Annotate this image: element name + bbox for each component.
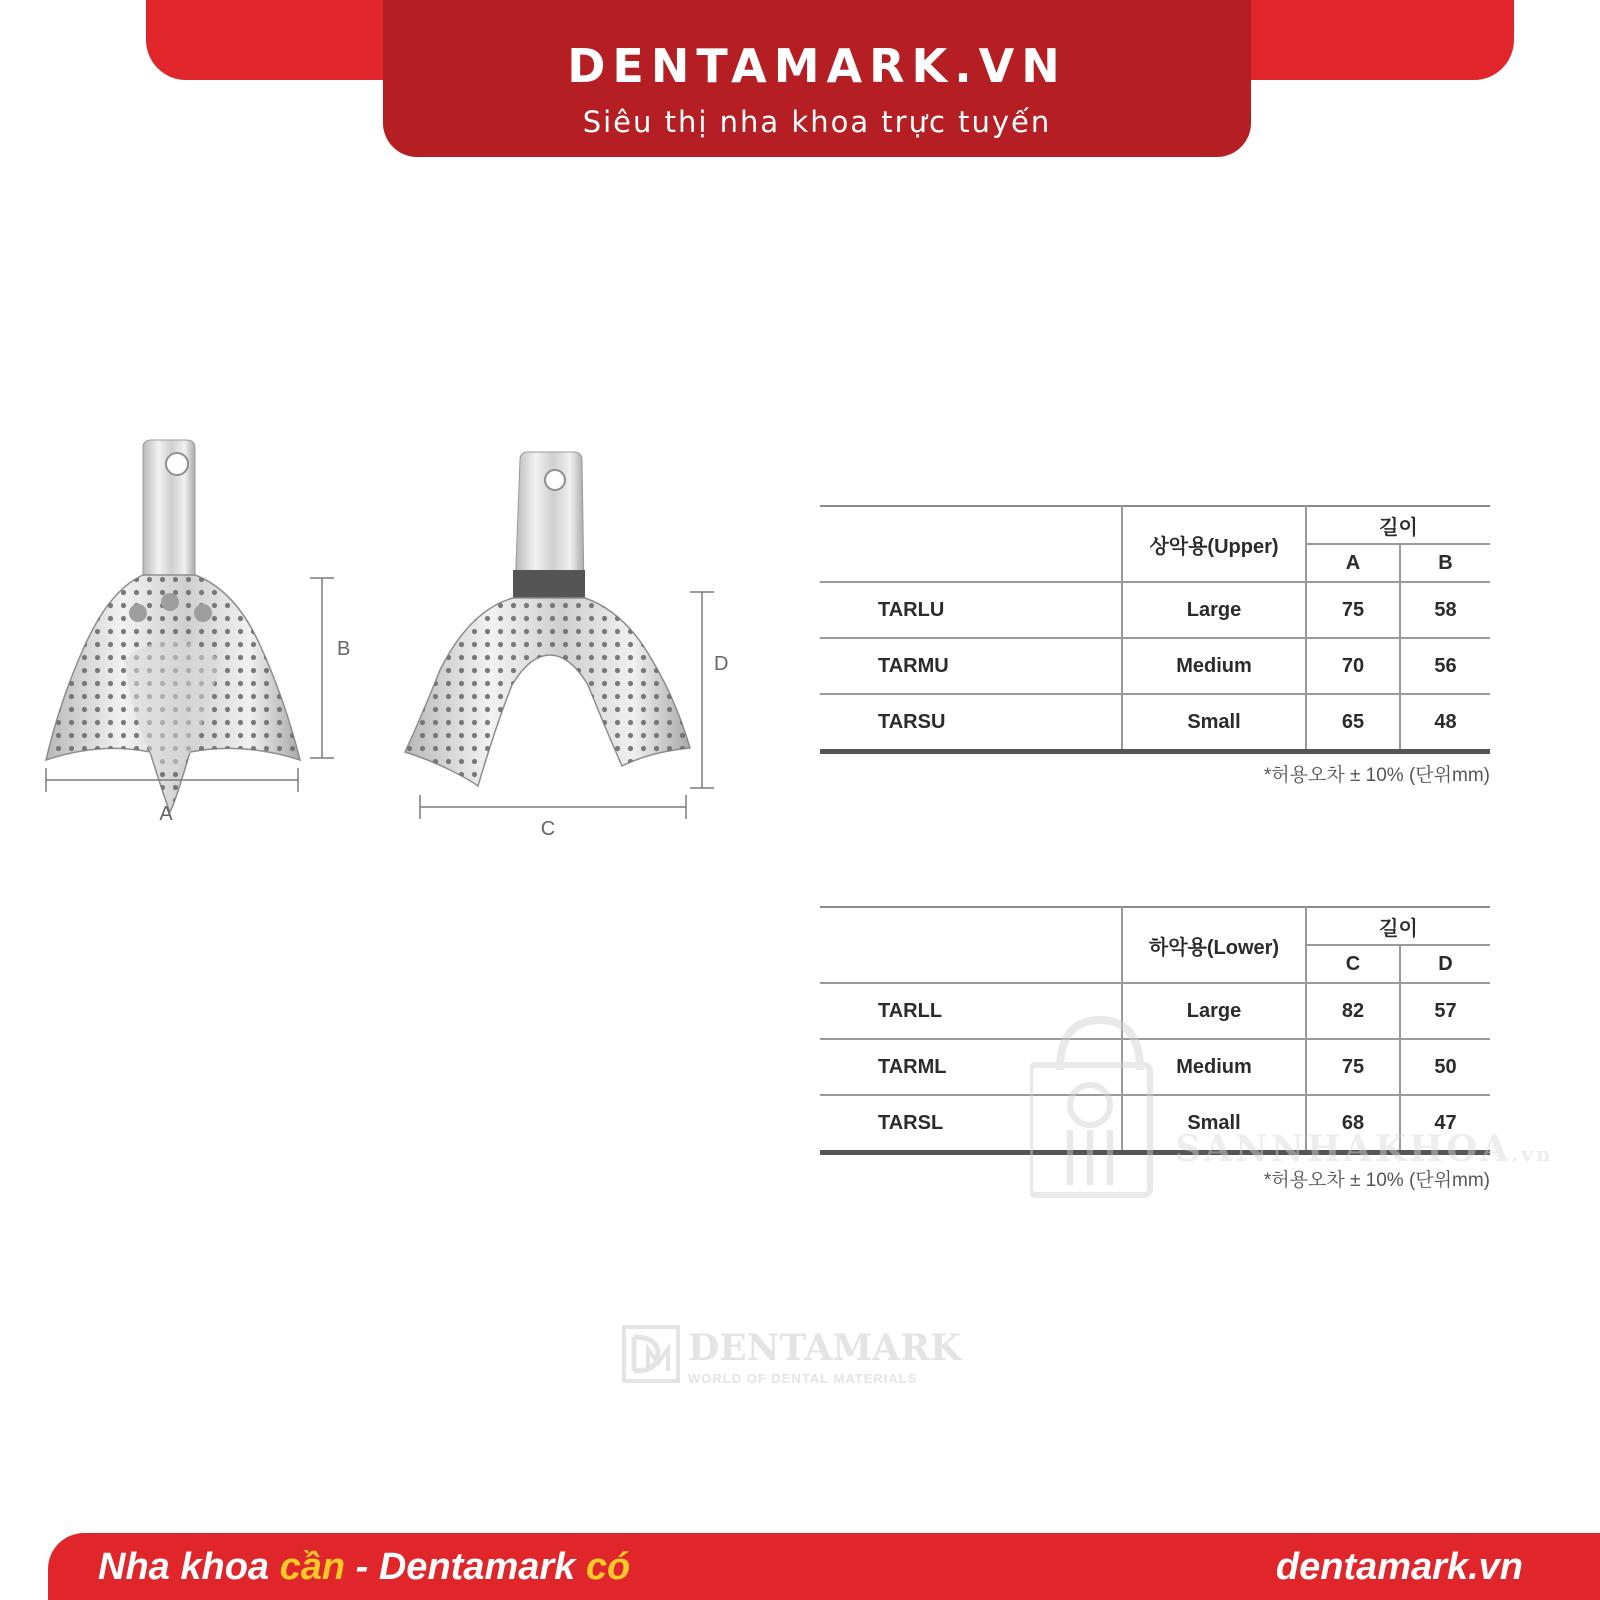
- tolerance-note-lower: *허용오차 ± 10% (단위mm): [1263, 1170, 1490, 1191]
- value-cell: 56: [1400, 638, 1490, 694]
- dim-header-c: C: [1306, 945, 1400, 983]
- dimension-label-d: D: [714, 653, 729, 675]
- size-cell: Medium: [1122, 1039, 1306, 1095]
- table-header-blank: [820, 506, 1122, 582]
- product-code: TARLU: [820, 582, 1122, 638]
- sannhakhoa-watermark: [1030, 1010, 1554, 1200]
- type-header: 하악용(Lower): [1122, 907, 1306, 983]
- size-cell: Small: [1122, 1095, 1306, 1153]
- footer-bar: [48, 1533, 1600, 1600]
- dm-monogram-icon: [622, 1325, 680, 1383]
- value-cell: 50: [1400, 1039, 1490, 1095]
- dentamark-watermark: [622, 1325, 972, 1395]
- value-cell: 75: [1306, 1039, 1400, 1095]
- value-cell: 75: [1306, 582, 1400, 638]
- header-logo-tab: [383, 0, 1251, 157]
- tray-illustrations: [0, 430, 780, 850]
- length-header: 길이: [1306, 907, 1490, 945]
- brand-tagline: Siêu thị nha khoa trực tuyến: [582, 105, 1052, 139]
- table-row: [820, 638, 1490, 694]
- tolerance-note-upper: *허용오차 ± 10% (단위mm): [1263, 765, 1490, 786]
- lower-tray-image: [405, 452, 690, 786]
- product-code: TARLL: [820, 983, 1122, 1039]
- size-cell: Small: [1122, 694, 1306, 752]
- dimension-label-b: B: [337, 638, 351, 660]
- dentamark-wordmark-tagline: WORLD OF DENTAL MATERIALS: [688, 1371, 918, 1386]
- size-cell: Medium: [1122, 638, 1306, 694]
- value-cell: 48: [1400, 694, 1490, 752]
- size-cell: Large: [1122, 983, 1306, 1039]
- product-code: TARSL: [820, 1095, 1122, 1153]
- footer-slogan: Nha khoa cần - Dentamark có: [98, 1546, 631, 1588]
- table-row: [820, 694, 1490, 752]
- value-cell: 82: [1306, 983, 1400, 1039]
- sannhakhoa-wordmark: SANNHAKHOA.vn: [1175, 1128, 1554, 1170]
- dim-header-a: A: [1306, 544, 1400, 582]
- product-code: TARMU: [820, 638, 1122, 694]
- dimension-label-c: C: [540, 818, 556, 840]
- dentamark-wordmark: DENTAMARK: [688, 1327, 962, 1369]
- dim-header-d: D: [1400, 945, 1490, 983]
- value-cell: 65: [1306, 694, 1400, 752]
- dimension-label-a: A: [159, 803, 173, 825]
- product-code: TARML: [820, 1039, 1122, 1095]
- table-row: [820, 582, 1490, 638]
- value-cell: 70: [1306, 638, 1400, 694]
- table-header-blank: [820, 907, 1122, 983]
- value-cell: 58: [1400, 582, 1490, 638]
- brand-title: DENTAMARK.VN: [567, 39, 1067, 93]
- value-cell: 47: [1400, 1095, 1490, 1153]
- upper-size-table: [820, 505, 1490, 754]
- upper-tray-image: [46, 440, 300, 812]
- value-cell: 57: [1400, 983, 1490, 1039]
- dim-header-b: B: [1400, 544, 1490, 582]
- product-code: TARSU: [820, 694, 1122, 752]
- size-cell: Large: [1122, 582, 1306, 638]
- type-header: 상악용(Upper): [1122, 506, 1306, 582]
- value-cell: 68: [1306, 1095, 1400, 1153]
- length-header: 길이: [1306, 506, 1490, 544]
- shop-bag-icon: [1030, 1010, 1170, 1200]
- footer-website-link[interactable]: dentamark.vn: [1275, 1546, 1523, 1588]
